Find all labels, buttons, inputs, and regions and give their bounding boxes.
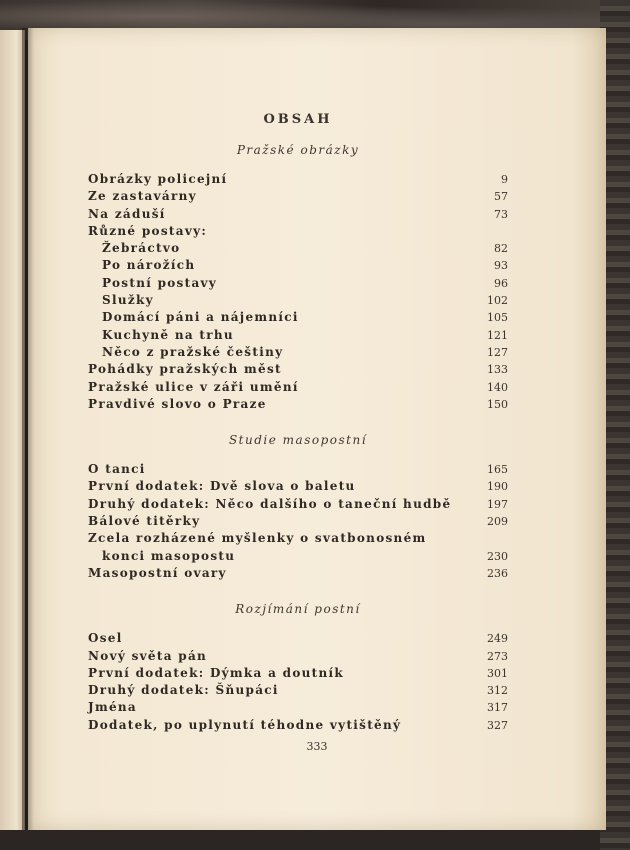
toc-entry (88, 327, 508, 344)
toc-entry-title: Pražské ulice v záři umění (88, 379, 299, 394)
toc-section (88, 143, 508, 413)
toc-entry-page: 96 (494, 276, 508, 290)
toc-entry (88, 361, 508, 378)
toc-entry-title: Různé postavy: (88, 223, 208, 238)
toc-entry-title: Bálové titěrky (88, 514, 201, 529)
toc-entry-page: 57 (494, 190, 508, 204)
toc-entry-page: 317 (487, 701, 508, 715)
toc-entry-page: 102 (487, 294, 508, 308)
toc-entry-page: 82 (494, 242, 508, 256)
toc-entry (88, 699, 508, 716)
toc-entry (88, 682, 508, 699)
toc-title: OBSAH (263, 112, 333, 127)
toc-entry-page: 209 (487, 515, 508, 529)
toc-entry (88, 344, 508, 361)
toc-entry (88, 188, 508, 205)
toc-section (88, 433, 508, 582)
toc-entry-page: 312 (487, 684, 508, 698)
toc-entry (88, 240, 508, 257)
toc-entry (88, 530, 508, 547)
toc-entry-page: 140 (487, 380, 508, 394)
toc-entry-title: Pravdivé slovo o Praze (88, 396, 267, 411)
toc-entry-page: 9 (501, 173, 508, 186)
toc-section (88, 602, 508, 734)
toc-entry-page: 249 (487, 632, 508, 646)
toc-entry-page: 165 (487, 463, 508, 477)
toc-entry-page: 105 (487, 311, 508, 325)
toc-entry-page: 273 (487, 649, 508, 663)
toc-entry (88, 565, 508, 582)
toc-entry (88, 171, 508, 188)
toc-sections (88, 143, 508, 734)
toc-entry-title: Osel (88, 631, 123, 646)
toc-entry (88, 630, 508, 647)
toc-entry-title: Postní postavy (102, 275, 218, 290)
spine-shadow (22, 28, 34, 830)
toc-entry-title: Obrázky policejní (88, 172, 228, 186)
toc-entry-page: 301 (487, 666, 508, 680)
toc-entry (88, 717, 508, 734)
toc-entry-title: konci masopostu (102, 548, 236, 563)
toc-entry-title: Zcela rozházené myšlenky o svatbonosném (88, 531, 427, 546)
toc-entry-page: 150 (487, 397, 508, 411)
toc-entry (88, 379, 508, 396)
toc-entry (88, 275, 508, 292)
toc-entry-page: 190 (487, 480, 508, 494)
toc-entry-title: Ze zastavárny (88, 189, 197, 204)
toc-entry (88, 206, 508, 223)
toc-entry-page: 133 (487, 363, 508, 377)
toc-entry-page: 93 (494, 259, 508, 273)
section-heading: Pražské obrázky (236, 143, 360, 157)
toc-entry (88, 496, 508, 513)
table-of-contents (88, 112, 508, 754)
toc-entry (88, 648, 508, 665)
toc-entry-page: 230 (487, 549, 508, 563)
toc-entry-title: Něco z pražské češtiny (102, 344, 284, 359)
toc-entry (88, 292, 508, 309)
toc-entry-title: Dodatek, po uplynutí téhodne vytištěný (88, 717, 402, 732)
toc-entry (88, 257, 508, 274)
toc-entry-title: Služky (102, 293, 154, 308)
toc-entry (88, 548, 508, 565)
toc-entry-title: První dodatek: Dvě slova o baletu (88, 479, 356, 494)
section-heading: Rozjímání postní (235, 602, 361, 617)
toc-entry (88, 665, 508, 682)
toc-entry-page: 327 (487, 718, 508, 732)
toc-entry-title: Pohádky pražských měst (88, 362, 282, 377)
toc-entry-page: 73 (494, 207, 508, 221)
toc-entry (88, 478, 508, 495)
toc-entry-title: O tanci (88, 462, 146, 477)
toc-entry (88, 223, 508, 240)
toc-entry-page: 197 (487, 497, 508, 511)
toc-entry-title: Na záduší (88, 206, 166, 221)
toc-entry-page: 236 (487, 566, 508, 580)
toc-entry-title: Druhý dodatek: Něco dalšího o taneční hudbě (88, 496, 452, 511)
section-heading: Studie masopostní (228, 433, 368, 448)
toc-entry-page: 121 (487, 328, 508, 342)
toc-entry-title: První dodatek: Dýmka a doutník (88, 665, 344, 680)
toc-entry-title: Po nárožích (102, 258, 196, 273)
toc-entry-page: 127 (487, 345, 508, 359)
toc-entry (88, 396, 508, 413)
toc-entry-title: Kuchyně na trhu (102, 327, 234, 342)
page-number-folio: 333 (306, 740, 328, 753)
toc-entry-title: Žebráctvo (102, 241, 181, 256)
toc-entry-title: Jména (88, 700, 138, 715)
toc-entry (88, 461, 508, 478)
toc-entry-title: Nový světa pán (88, 648, 208, 663)
toc-entry-title: Domácí páni a nájemníci (102, 310, 299, 325)
toc-entry-title: Masopostní ovary (88, 565, 227, 580)
toc-entry (88, 513, 508, 530)
toc-entry (88, 309, 508, 326)
toc-entry-title: Druhý dodatek: Šňupáci (88, 683, 279, 698)
